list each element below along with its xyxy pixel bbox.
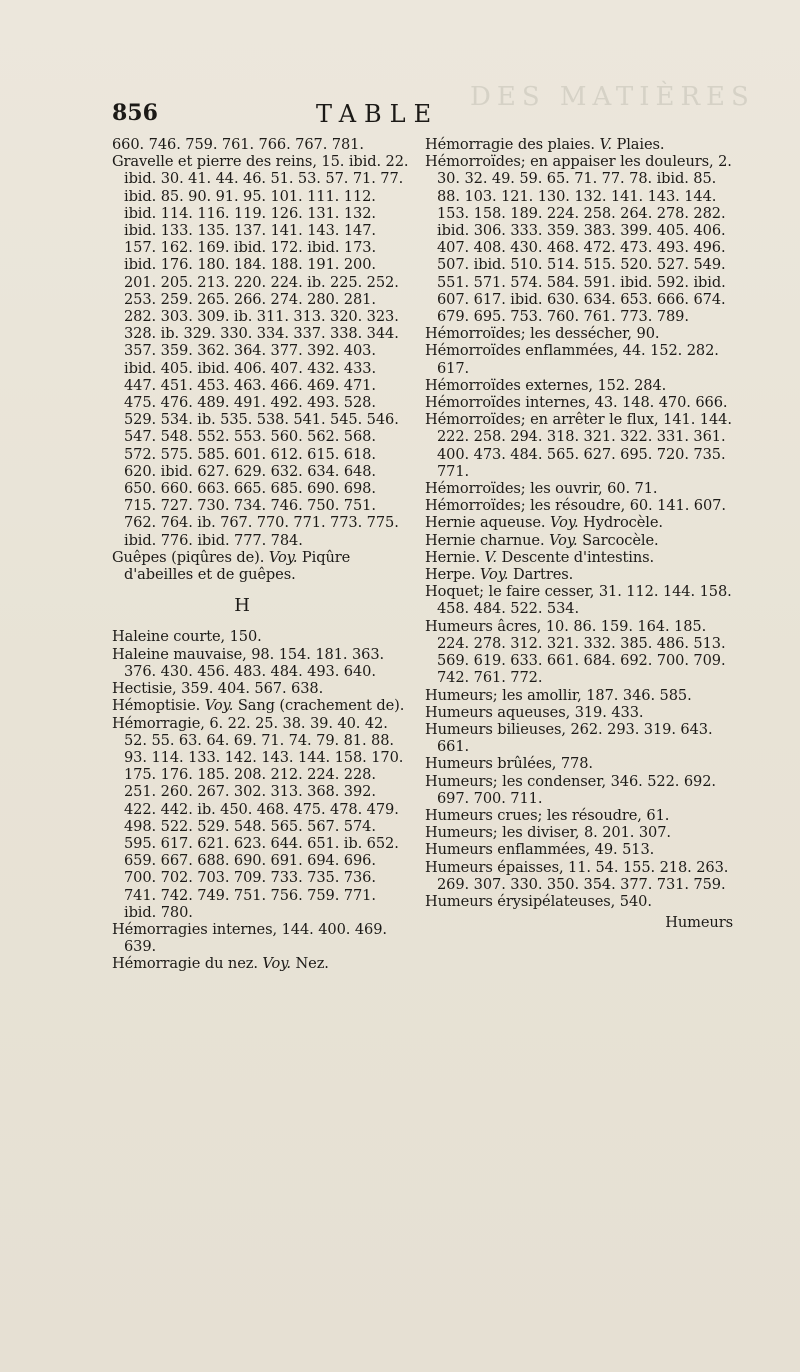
index-entry [425,893,737,910]
index-entry [425,342,737,376]
index-entry [425,532,737,549]
index-entry [112,153,412,549]
index-entry [425,136,737,153]
entry-see-also: Voy. [479,566,509,584]
entry-heading: Hectisie, [112,680,177,698]
entry-heading: Humeurs érysipélateuses, [425,892,616,910]
entry-heading: Gravelle et pierre des reins, [112,153,317,171]
entry-page-refs: Plaies. [616,136,665,153]
entry-heading: Humeurs; les condenser, [425,772,607,790]
entry-page-refs: 262. 293. 319. 643. 661. [437,720,713,756]
index-entry [425,480,737,497]
entry-page-refs: 15. ibid. 22. ibid. 30. 41. 44. 46. 51. 53. 57. 71. 77. ibid. 85. 90. 91. 95. 101. 111. 112. ibid. 114. 116. 119. 126. 131. 132. ibid. 133. 135. 137. 141. 143. 147. 157. 162. 169. ibid. 172. ibid. 173. ibid. 176. 180. 184. 188. 191. 200. 201. 205. 213. 220. 224. ib. 225. 252. 253. 259. 265. 266. 274. 280. 281. 282. 303. 309. ib. 311. 313. 320. 323. 328. ib. 329. 330. 334. 337. 338. 344. 357. 359. 362. 364. 377. 392. 403. ibid. 405. ibid. 406. 407. 432. 433. 447. 451. 453. 463. 466. 469. 471. 475. 476. 489. 491. 492. 493. 528. 529. 534. ib. 535. 538. 541. 545. 546. 547. 548. 552. 553. 560. 562. 568. 572. 575. 585. 601. 612. 615. 618. 620. ibid. 627. 629. 632. 634. 648. 650. 660. 663. 665. 685. 690. 698. 715. 727. 730. 734. 746. 750. 751. 762. 764. ib. 767. 770. 771. 773. 775. ibid. 776. ibid. 777. 784. [124,153,409,549]
entry-heading: Humeurs aqueuses, [425,703,571,721]
index-entry [425,721,737,755]
index-entry [425,807,737,824]
entry-page-refs: 8. 201. 307. [583,824,671,842]
entry-page-refs: Hydrocèle. [583,514,663,532]
entry-page-refs: 141. 144. 222. 258. 294. 318. 321. 322. 331. 361. 400. 473. 484. 565. 627. 695. 720. 735. 771. [437,411,732,480]
entry-heading: Haleine mauvaise, [112,645,247,663]
entry-page-refs: 346. 522. 692. 697. 700. 711. [437,772,716,807]
entry-page-refs: 359. 404. 567. 638. [181,680,324,698]
index-entry [112,680,412,697]
entry-heading: Humeurs épaisses, [425,858,564,876]
entry-page-refs: 43. 148. 470. 666. [594,394,728,412]
section-letter: H [234,595,250,617]
index-entry [425,773,737,807]
entry-page-refs: 187. 346. 585. [586,686,692,704]
entry-heading: Hoquet; le faire cesser, [425,583,595,601]
entry-see-also: Voy. [549,531,578,549]
index-entry [425,859,737,893]
entry-heading: Humeurs bilieuses, [425,720,566,738]
entry-heading: Humeurs âcres, [425,617,542,635]
entry-heading: Haleine courte, [112,628,226,646]
entry-heading: Hémorragie, [112,714,205,732]
left-column [112,136,412,973]
page-number: 856 [112,100,158,126]
entry-page-refs: 2. 30. 32. 49. 59. 65. 71. 77. 78. ibid. 85. 88. 103. 121. 130. 132. 141. 143. 144. 153. 158. 189. 224. 258. 264. 278. 282. ibid. 306. 333. 359. 383. 399. 405. 406. 407. 408. 430. 468. 472. 473. 493. 496. 507. ibid. 510. 514. 515. 520. 527. 549. 551. 571. 574. 584. 591. ibid. 592. ibid. 607. 617. ibid. 630. 634. 653. 666. 674. 679. 695. 753. 760. 761. 773. 789. [437,153,732,326]
entry-page-refs: 31. 112. 144. 158. 458. 484. 522. 534. [437,583,732,618]
entry-page-refs: 144. 400. 469. 639. [124,920,387,956]
index-entry [112,715,412,921]
entry-see-also: Voy. [262,955,291,973]
entry-page-refs: 152. 284. [597,376,667,394]
entry-heading: Humeurs enflammées, [425,841,591,859]
index-entry [425,394,737,411]
entry-page-refs: 319. 433. [574,703,644,721]
left-entries-g [112,136,412,583]
index-entry [425,325,737,342]
bleed-through-text: DES MATIÈRES [470,82,755,112]
entry-page-refs: 540. [619,892,652,910]
right-entries [425,136,737,910]
entry-page-refs: Piqûre d'abeilles et de guêpes. [124,548,351,584]
entry-see-also: V. [484,548,497,566]
entry-see-also: Voy. [204,697,234,715]
running-title: TABLE [316,100,440,128]
index-entry [112,628,412,645]
index-entry [425,497,737,514]
entry-page-refs: 90. [636,325,660,343]
index-entry [425,514,737,531]
entry-page-refs: 98. 154. 181. 363. 376. 430. 456. 483. 484. 493. 640. [124,645,385,680]
catchword: Humeurs [665,914,733,932]
entry-heading: Hernie charnue. [425,531,545,549]
entry-heading: Hémorroïdes internes, [425,394,591,412]
entry-page-refs: 150. [229,628,262,646]
entry-heading: Humeurs; les amollir, [425,686,582,704]
index-entry [425,583,737,617]
entry-page-refs: 778. [560,755,593,773]
entry-page-refs: 49. 513. [594,841,655,859]
left-entries-h [112,628,412,972]
index-entry [425,824,737,841]
entry-heading: Hémorragies internes, [112,920,278,938]
entry-heading: Hémorroïdes; les résoudre, [425,497,626,515]
entry-heading: Guêpes (piqûres de). [112,548,265,566]
index-entry [425,687,737,704]
entry-page-refs: Dartres. [512,566,574,584]
index-entry [112,549,412,583]
index-entry [112,646,412,680]
entry-heading: Hémorragie du nez. [112,955,258,973]
entry-page-refs: Sarcocèle. [582,531,659,549]
entry-page-refs: Nez. [295,955,329,973]
index-entry [425,411,737,480]
index-entry [425,841,737,858]
entry-heading: Herpe. [425,566,476,584]
entry-heading: Hémorroïdes; en arrêter le flux, [425,411,659,429]
entry-see-also: Voy. [268,548,298,566]
entry-heading: Hémoptisie. [112,697,201,715]
entry-page-refs: 61. [646,806,670,824]
entry-heading: Hémorragie des plaies. [425,136,595,153]
index-entry [112,921,412,955]
index-entry [425,704,737,721]
index-entry [112,697,412,714]
entry-heading: Hémorroïdes enflammées, [425,342,619,360]
entry-heading: Hernie. [425,548,480,566]
entry-page-refs: 6. 22. 25. 38. 39. 40. 42. 52. 55. 63. 64. 69. 71. 74. 79. 81. 88. 93. 114. 133. 142. 143. 144. 158. 170. 175. 176. 185. 208. 212. 224. 228. 251. 260. 267. 302. 313. 368. 392. 422. 442. ib. 450. 468. 475. 478. 479. 498. 522. 529. 548. 565. 567. 574. 595. 617. 621. 623. 644. 651. ib. 652. 659. 667. 688. 690. 691. 694. 696. 700. 702. 703. 709. 733. 735. 736. 741. 742. 749. 751. 756. 759. 771. ibid. 780. [124,714,404,921]
index-entry [425,755,737,772]
entry-page-refs: Descente d'intestins. [501,548,655,566]
index-entry [425,549,737,566]
entry-page-refs: 60. 141. 607. [629,497,726,515]
entry-page-refs: 660. 746. 759. 761. 766. 767. 781. [112,136,364,153]
entry-heading: Hémorroïdes externes, [425,376,593,394]
entry-heading: Hémorroïdes; les ouvrir, [425,480,603,498]
entry-see-also: V. [599,136,612,153]
entry-heading: Humeurs brûlées, [425,755,557,773]
page-header [112,100,732,134]
index-entry [112,955,412,972]
entry-heading: Hernie aqueuse. [425,514,546,532]
entry-heading: Humeurs; les diviser, [425,824,580,842]
entry-see-also: Voy. [549,514,579,532]
entry-page-refs: 60. 71. [607,480,658,498]
index-entry [425,566,737,583]
index-entry [425,618,737,687]
entry-page-refs: 10. 86. 159. 164. 185. 224. 278. 312. 321. 332. 385. 486. 513. 569. 619. 633. 661. 684. 692. 700. 709. 742. 761. 772. [437,617,726,687]
entry-page-refs: 44. 152. 282. 617. [437,342,719,377]
index-entry [112,136,412,153]
entry-heading: Humeurs crues; les résoudre, [425,806,642,824]
right-column [425,136,737,931]
index-entry [425,153,737,325]
index-entry [425,377,737,394]
entry-page-refs: 11. 54. 155. 218. 263. 269. 307. 330. 350. 354. 377. 731. 759. [437,858,729,893]
entry-page-refs: Sang (crachement de). [237,697,405,715]
entry-heading: Hémorroïdes; en appaiser les douleurs, [425,153,714,171]
entry-heading: Hémorroïdes; les dessécher, [425,325,632,343]
